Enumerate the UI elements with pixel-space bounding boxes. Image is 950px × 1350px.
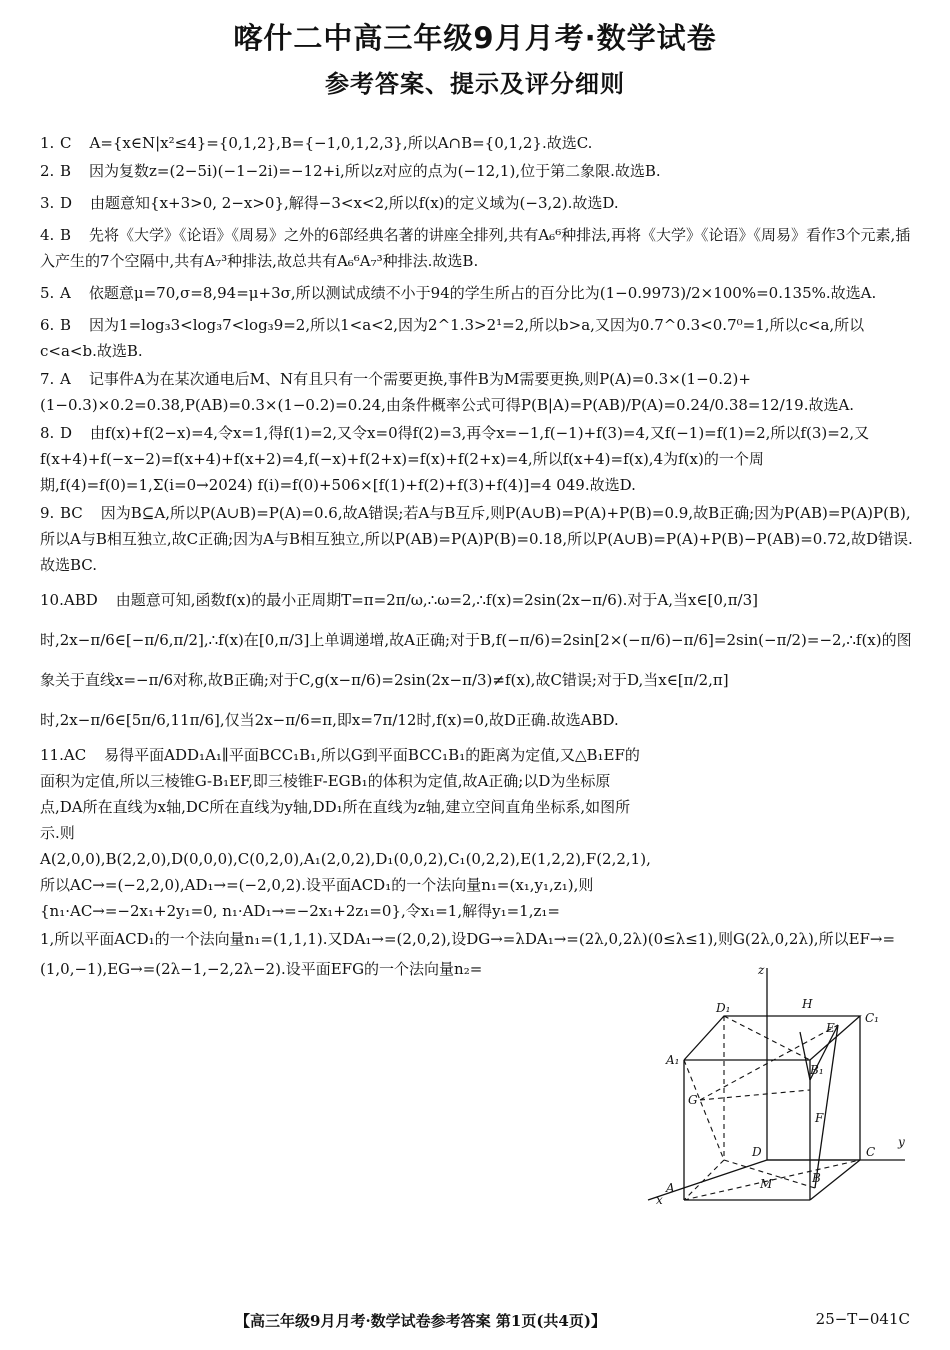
- label-A1: A₁: [666, 1053, 680, 1067]
- item-answer: ABD: [63, 591, 98, 609]
- item-explanation: 因为复数z=(2−5i)(−1−2i)=−12+i,所以z对应的点为(−12,1),位于第二象限.故选B.: [89, 162, 661, 180]
- answer-list: [40, 130, 913, 984]
- item-number: 8.: [40, 424, 55, 442]
- hidden-edge: [684, 1160, 724, 1200]
- hidden-segment: [684, 1060, 724, 1160]
- item-explanation: 易得平面ADD₁A₁∥平面BCC₁B₁,所以G到平面BCC₁B₁的距离为定值,又△B₁EF的面积为定值,所以三棱锥G-B₁EF,即三棱锥F-EGB₁的体积为定值,故A正确;以D为坐标原点,DA所在直线为x轴,DC所在直线为y轴,DD₁所在直线为z轴,建立空间直角坐标系,如图所示.则A(2,0,0),B(2,2,0),D(0,0,0),C(0,2,0),A₁(2,0,2),D₁(0,0,2),C₁(0,2,2),E(1,2,2),F(2,2,1),所以AC→=(−2,2,0),AD₁→=(−2,0,2).设平面ACD₁的一个法向量n₁=(x₁,y₁,z₁),则{n₁·AC→=−2x₁+2y₁=0, n₁·AD₁→=−2x₁+2z₁=0},令x₁=1,解得y₁=1,z₁=: [40, 746, 651, 920]
- item-explanation: 由题意知{x+3>0, 2−x>0},解得−3<x<2,所以f(x)的定义域为(−3,2).故选D.: [90, 194, 619, 212]
- label-F: F: [815, 1111, 824, 1125]
- page-subtitle: 参考答案、提示及评分细则: [325, 70, 625, 98]
- item-explanation: 因为B⊆A,所以P(A∪B)=P(A)=0.6,故A错误;若A与B互斥,则P(A∪B)=P(A)+P(B)=0.9,故B正确;因为P(AB)=P(A)P(B),所以A与B相互独立,故C正确;因为A与B相互独立,所以P(AB)=P(A)P(B)=0.18,所以P(A∪B)=P(A)+P(B)−P(AB)=0.72,故D错误.故选BC.: [40, 504, 913, 574]
- item-number: 11.: [40, 746, 64, 764]
- item-explanation: 由f(x)+f(2−x)=4,令x=1,得f(1)=2,又令x=0得f(2)=3,再令x=−1,f(−1)+f(3)=4,又f(−1)=f(1)=2,所以f(3)=2,又f(x+4)+f(−x−2)=f(x+4)+f(x+2)=4,f(−x)+f(2+x)=f(x)+f(2+x)=4,所以f(x+4)=f(x),4为f(x)的一个周期,f(4)=f(0)=1,Σ(i=0→2024) f(i)=f(0)+506×[f(1)+f(2)+f(3)+f(4)]=4 049.故选D.: [40, 424, 870, 494]
- item-number: 2.: [40, 162, 55, 180]
- item-answer: C: [60, 134, 72, 152]
- footer-doc-code: 25−T−041C: [815, 1310, 910, 1328]
- segment: [800, 1032, 810, 1080]
- label-C: C: [866, 1145, 876, 1159]
- label-D1: D₁: [716, 1001, 731, 1015]
- label-x: x: [656, 1193, 663, 1205]
- label-z: z: [758, 963, 765, 977]
- footer-page-info: 【高三年级9月月考·数学试卷参考答案 第1页(共4页)】: [235, 1312, 606, 1330]
- item-explanation: 记事件A为在某次通电后M、N有且只有一个需要更换,事件B为M需要更换,则P(A)=0.3×(1−0.2)+(1−0.3)×0.2=0.38,P(AB)=0.3×(1−0.2)=0.24,由条件概率公式可得P(B|A)=P(AB)/P(A)=0.24/0.38=12/19.故选A.: [40, 370, 855, 414]
- label-M: M: [760, 1177, 773, 1191]
- label-y: y: [898, 1135, 905, 1149]
- item-answer: D: [60, 424, 73, 442]
- item-answer: B: [60, 316, 72, 334]
- answer-item-1: [40, 130, 913, 156]
- label-B: B: [812, 1171, 821, 1185]
- item-number: 6.: [40, 316, 55, 334]
- item-number: 4.: [40, 226, 55, 244]
- answer-item-7: [40, 366, 913, 418]
- answer-item-3: [40, 186, 913, 220]
- label-A: A: [666, 1181, 675, 1195]
- item-answer: B: [60, 226, 72, 244]
- item-explanation: 因为1=log₃3<log₃7<log₃9=2,所以1<a<2,因为2^1.3>2¹=2,所以b>a,又因为0.7^0.3<0.7⁰=1,所以c<a,所以c<a<b.故选B.: [40, 316, 865, 360]
- item-explanation: 先将《大学》《论语》《周易》之外的6部经典名著的讲座全排列,共有A₆⁶种排法,再将《大学》《论语》《周易》看作3个元素,插入产生的7个空隔中,共有A₇³种排法,故总共有A₆⁶A₇³种排法.故选B.: [40, 226, 911, 270]
- label-D: D: [752, 1145, 762, 1159]
- item-number: 1.: [40, 134, 55, 152]
- item-explanation: 依题意μ=70,σ=8,94=μ+3σ,所以测试成绩不小于94的学生所占的百分比为(1−0.9973)/2×100%=0.135%.故选A.: [88, 284, 877, 302]
- item-number: 3.: [40, 194, 55, 212]
- item-explanation: A={x∈N|x²≤4}={0,1,2},B={−1,0,1,2,3},所以A∩B={0,1,2}.故选C.: [89, 134, 593, 152]
- item-number: 5.: [40, 284, 55, 302]
- item-answer: D: [60, 194, 73, 212]
- item-number: 9.: [40, 504, 55, 522]
- label-G: G: [688, 1093, 698, 1107]
- answer-item-5: [40, 276, 913, 310]
- answer-item-8: [40, 420, 913, 498]
- page-title: 喀什二中高三年级9月月考·数学试卷: [233, 21, 717, 55]
- item-answer: AC: [63, 746, 87, 764]
- item-answer: A: [60, 284, 71, 302]
- label-C1: C₁: [865, 1011, 879, 1025]
- label-H: H: [802, 997, 813, 1011]
- segment: [815, 1025, 838, 1188]
- cube-figure: [640, 960, 910, 1205]
- item-number: 10.: [40, 591, 64, 609]
- item-number: 7.: [40, 370, 55, 388]
- answer-item-6: [40, 312, 913, 364]
- answer-item-11: [40, 742, 651, 924]
- answer-item-10: [40, 580, 913, 740]
- answer-item-11-continued: 1,所以平面ACD₁的一个法向量n₁=(1,1,1).又DA₁→=(2,0,2),设DG→=λDA₁→=(2λ,0,2λ)(0≤λ≤1),则G(2λ,0,2λ),所以EF→=(1,0,−1),EG→=(2λ−1,−2,2λ−2).设平面EFG的一个法向量n₂=: [40, 930, 896, 978]
- item-answer: BC: [60, 504, 83, 522]
- label-E: E: [826, 1021, 835, 1035]
- answer-item-9: [40, 500, 913, 578]
- answer-item-2: [40, 158, 913, 184]
- label-B1: B₁: [810, 1063, 824, 1077]
- item-answer: B: [60, 162, 72, 180]
- answer-item-4: [40, 222, 913, 274]
- item-explanation: 由题意可知,函数f(x)的最小正周期T=π=2π/ω,∴ω=2,∴f(x)=2sin(2x−π/6).对于A,当x∈[0,π/3]时,2x−π/6∈[−π/6,π/2],∴f(x)在[0,π/3]上单调递增,故A正确;对于B,f(−π/6)=2sin[2×(−π/6)−π/6]=2sin(−π/2)=−2,∴f(x)的图象关于直线x=−π/6对称,故B正确;对于C,g(x−π/6)=2sin(2x−π/3)≠f(x),故C错误;对于D,当x∈[π/2,π]时,2x−π/6∈[5π/6,11π/6],仅当2x−π/6=π,即x=7π/12时,f(x)=0,故D正确.故选ABD.: [40, 591, 912, 729]
- item-answer: A: [60, 370, 71, 388]
